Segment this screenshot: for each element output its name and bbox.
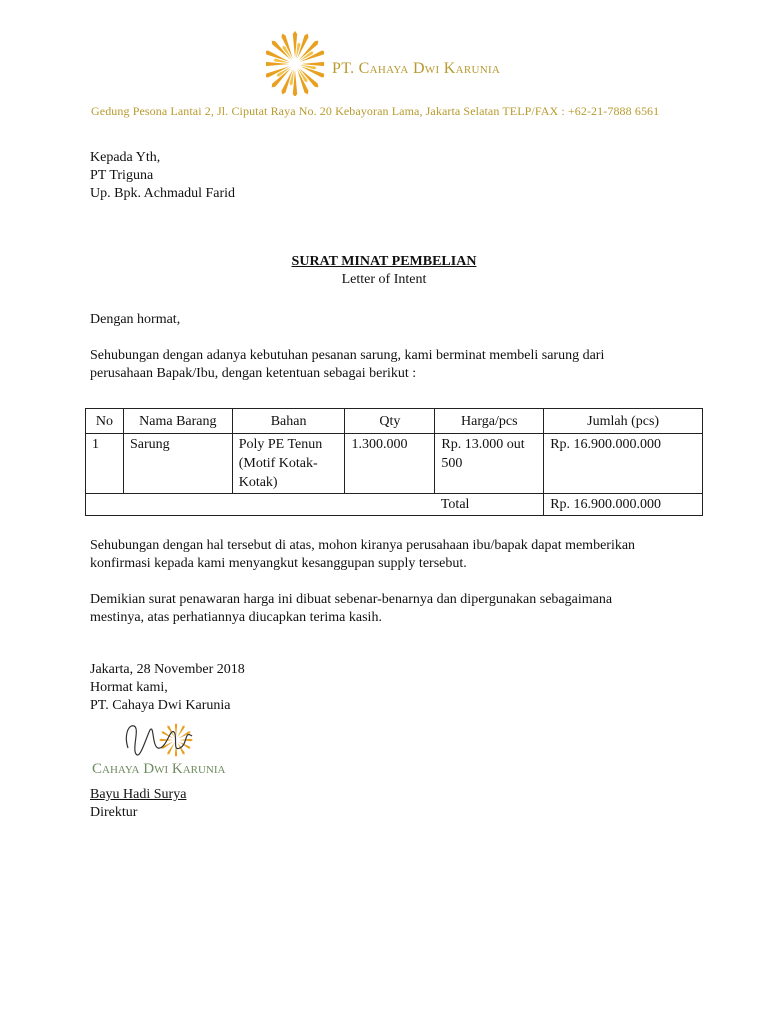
letter-title-text: SURAT MINAT PEMBELIAN [291, 254, 477, 269]
letter-title [0, 254, 768, 270]
total-label: Total [435, 494, 544, 516]
table-row [86, 434, 703, 494]
cell-qty: 1.300.000 [345, 434, 435, 494]
total-spacer [86, 494, 435, 516]
cell-bahan [232, 434, 345, 494]
items-table [85, 408, 703, 516]
signature-stamp-icon [88, 718, 268, 780]
header-harga: Harga/pcs [435, 409, 544, 434]
cell-jumlah: Rp. 16.900.000.000 [544, 434, 703, 494]
intro-line-2: perusahaan Bapak/Ibu, dengan ketentuan sebagai berikut : [90, 366, 417, 381]
cell-harga [435, 434, 544, 494]
company-name: PT. Cahaya Dwi Karunia [332, 60, 501, 77]
cell-nama: Sarung [123, 434, 232, 494]
stamp-text: Cahaya Dwi Karunia [92, 761, 226, 777]
header-qty: Qty [345, 409, 435, 434]
cell-bahan-line-1: Poly PE Tenun [238, 437, 323, 452]
signatory-name: Bayu Hadi Surya [90, 787, 187, 802]
recipient-attention: Up. Bpk. Achmadul Farid [90, 186, 236, 201]
cell-bahan-line-3: Kotak) [238, 475, 278, 490]
header-nama-barang: Nama Barang [123, 409, 232, 434]
paragraph-2-line-1: Sehubungan dengan hal tersebut di atas, mohon kiranya perusahaan ibu/bapak dapat memberikan [90, 538, 636, 553]
cell-harga-line-2: 500 [441, 456, 463, 471]
paragraph-3-line-1: Demikian surat penawaran harga ini dibuat sebenar-benarnya dan dipergunakan sebagaimana [90, 592, 613, 607]
cell-harga-line-1: Rp. 13.000 out [441, 437, 525, 452]
closing-regards: Hormat kami, [90, 680, 168, 695]
letter-subtitle: Letter of Intent [341, 272, 427, 287]
header-bahan: Bahan [232, 409, 345, 434]
intro-line-1: Sehubungan dengan adanya kebutuhan pesanan sarung, kami berminat membeli sarung dari [90, 348, 605, 363]
cell-no: 1 [86, 434, 124, 494]
cell-bahan-line-2: (Motif Kotak- [238, 456, 318, 471]
table-total-row [86, 494, 703, 516]
recipient-company: PT Triguna [90, 168, 154, 183]
paragraph-3-line-2: mestinya, atas perhatiannya diucapkan terima kasih. [90, 610, 382, 625]
paragraph-2-line-2: konfirmasi kepada kami menyangkut kesanggupan supply tersebut. [90, 556, 467, 571]
header-jumlah: Jumlah (pcs) [544, 409, 703, 434]
greeting: Dengan hormat, [90, 312, 181, 327]
table-header-row [86, 409, 703, 434]
header-no: No [86, 409, 124, 434]
company-logo-sun-icon [266, 30, 324, 96]
recipient-line-1: Kepada Yth, [90, 150, 161, 165]
place-date: Jakarta, 28 November 2018 [90, 662, 245, 677]
signatory-position: Direktur [90, 805, 138, 820]
company-address: Gedung Pesona Lantai 2, Jl. Ciputat Raya No. 20 Kebayoran Lama, Jakarta Selatan TELP/FAX : +62-21-7888 6561 [91, 104, 660, 118]
closing-company: PT. Cahaya Dwi Karunia [90, 698, 231, 713]
total-value: Rp. 16.900.000.000 [544, 494, 703, 516]
